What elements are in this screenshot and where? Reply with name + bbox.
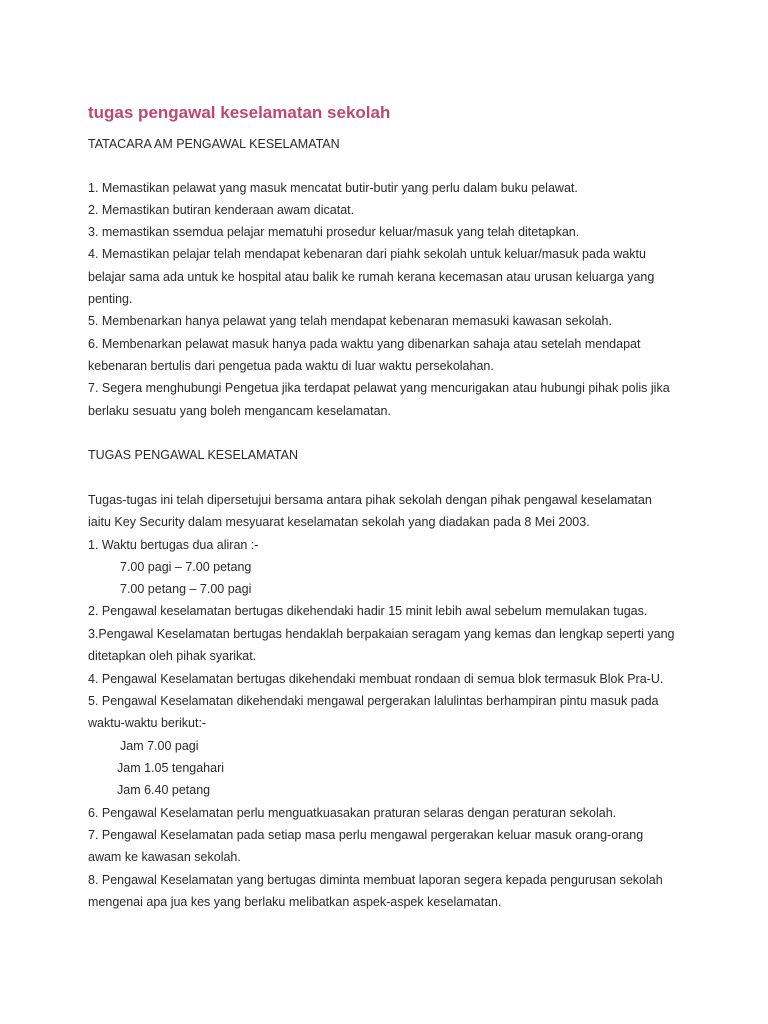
tatacara-line: belajar sama ada untuk ke hospital atau balik ke rumah kerana kecemasan atau urusan keluarga yang xyxy=(88,270,655,284)
tatacara-line: penting. xyxy=(88,292,133,306)
tugas-line: ditetapkan oleh pihak syarikat. xyxy=(88,649,257,663)
tugas-line: 8. Pengawal Keselamatan yang bertugas diminta membuat laporan segera kepada pengurusan sekolah xyxy=(88,873,663,887)
document-title: tugas pengawal keselamatan sekolah xyxy=(88,103,391,122)
tatacara-line: kebenaran bertulis dari pengetua pada waktu di luar waktu persekolahan. xyxy=(88,359,494,373)
tugas-line: 5. Pengawal Keselamatan dikehendaki mengawal pergerakan lalulintas berhampiran pintu masuk pada xyxy=(88,694,659,708)
tugas-line: mengenai apa jua kes yang berlaku melibatkan aspek-aspek keselamatan. xyxy=(88,895,502,909)
tugas-line: 7. Pengawal Keselamatan pada setiap masa perlu mengawal pergerakan keluar masuk orang-orang xyxy=(88,828,644,842)
tatacara-line: 7. Segera menghubungi Pengetua jika terdapat pelawat yang mencurigakan atau hubungi pihak polis jika xyxy=(88,381,670,395)
tatacara-line: 6. Membenarkan pelawat masuk hanya pada waktu yang dibenarkan sahaja atau setelah mendapat xyxy=(88,337,641,351)
tugas-line: 6. Pengawal Keselamatan perlu menguatkuasakan praturan selaras dengan peraturan sekolah. xyxy=(88,806,617,820)
tatacara-line: 2. Memastikan butiran kenderaan awam dicatat. xyxy=(88,203,355,217)
tugas-line-time: Jam 6.40 petang xyxy=(117,783,211,797)
tugas-line: 3.Pengawal Keselamatan bertugas hendaklah berpakaian seragam yang kemas dan lengkap seperti yang xyxy=(88,627,675,641)
tugas-line-time: Jam 7.00 pagi xyxy=(120,739,199,753)
tatacara-line: 3. memastikan ssemdua pelajar mematuhi prosedur keluar/masuk yang telah ditetapkan. xyxy=(88,225,580,239)
tatacara-line: 4. Memastikan pelajar telah mendapat kebenaran dari piahk sekolah untuk keluar/masuk pada waktu xyxy=(88,247,646,261)
tugas-line-shift: 7.00 petang – 7.00 pagi xyxy=(120,582,252,596)
tatacara-line: berlaku sesuatu yang boleh mengancam keselamatan. xyxy=(88,404,391,418)
tugas-line: 1. Waktu bertugas dua aliran :- xyxy=(88,538,259,552)
tatacara-line: 1. Memastikan pelawat yang masuk mencatat butir-butir yang perlu dalam buku pelawat. xyxy=(88,181,578,195)
tugas-line: iaitu Key Security dalam mesyuarat keselamatan sekolah yang diadakan pada 8 Mei 2003. xyxy=(88,515,590,529)
tugas-line: 2. Pengawal keselamatan bertugas dikehendaki hadir 15 minit lebih awal sebelum memulakan tugas. xyxy=(88,604,648,618)
tugas-line-shift: 7.00 pagi – 7.00 petang xyxy=(120,560,252,574)
tugas-line: 4. Pengawal Keselamatan bertugas dikehendaki membuat rondaan di semua blok termasuk Blok Pra-U. xyxy=(88,672,664,686)
tugas-line: awam ke kawasan sekolah. xyxy=(88,850,241,864)
section-heading-tugas: TUGAS PENGAWAL KESELAMATAN xyxy=(88,448,298,462)
tugas-line: waktu-waktu berikut:- xyxy=(88,716,207,730)
tatacara-line: 5. Membenarkan hanya pelawat yang telah mendapat kebenaran memasuki kawasan sekolah. xyxy=(88,314,612,328)
tugas-line-time: Jam 1.05 tengahari xyxy=(117,761,225,775)
section-heading-tatacara: TATACARA AM PENGAWAL KESELAMATAN xyxy=(88,137,340,151)
tugas-line: Tugas-tugas ini telah dipersetujui bersama antara pihak sekolah dengan pihak pengawal keselamatan xyxy=(88,493,652,507)
